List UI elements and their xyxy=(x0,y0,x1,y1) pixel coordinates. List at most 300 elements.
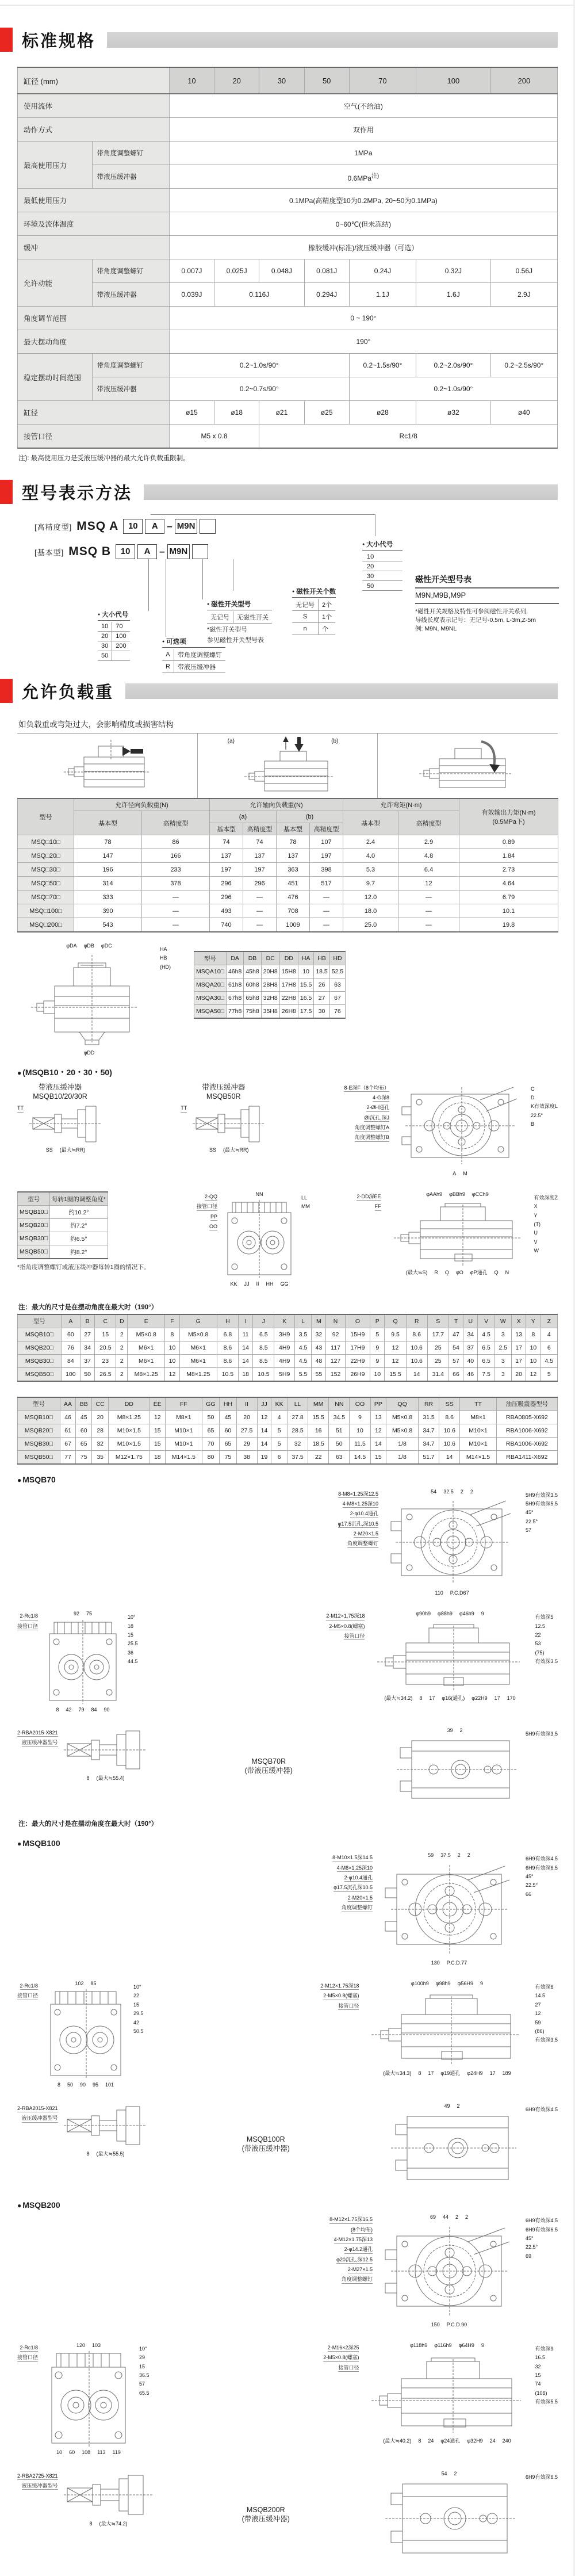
col-header: 型号 xyxy=(18,1314,62,1328)
dim-label: 22 xyxy=(133,1993,140,1999)
spec-table xyxy=(17,67,558,449)
msqb-small-bottom-view xyxy=(197,1191,310,1287)
cell: 67 xyxy=(60,1437,76,1450)
switch-table-title: 磁性开关型号表 xyxy=(415,574,559,588)
cell: 12.0 xyxy=(343,890,398,904)
radial-load-diagram xyxy=(17,733,198,798)
col-header-line: 有效输出力矩(N·m) xyxy=(481,809,536,816)
cell: 100 xyxy=(61,1367,80,1381)
col-header: (a) xyxy=(210,811,277,823)
cell: 60 xyxy=(61,1328,80,1341)
col-header: 基本型 xyxy=(343,811,398,835)
row-label: R xyxy=(162,661,174,673)
col-header: E xyxy=(128,1314,165,1328)
cell: 65h8 xyxy=(244,992,261,1005)
size-item: 20 xyxy=(362,563,402,571)
cell: 带角度调整螺钉 xyxy=(174,649,225,661)
dim-group-top xyxy=(447,1727,462,1733)
cell: 70 xyxy=(112,622,130,632)
cell: 77h8 xyxy=(226,1005,243,1019)
cell: M10×1 xyxy=(166,1424,202,1437)
dim-label: 150 xyxy=(431,2321,440,2327)
section-title: 标准规格 xyxy=(22,32,96,51)
msqb200-title: ● MSQB200 xyxy=(17,2200,558,2210)
cell: 45 xyxy=(76,1411,92,1424)
section-title: 型号表示方法 xyxy=(22,484,133,503)
connector-line xyxy=(202,559,203,599)
dim-label: W xyxy=(534,1248,539,1254)
row-label: MSQ□10□ xyxy=(18,835,74,849)
cell: 60 xyxy=(76,1424,92,1437)
msqb100-row3 xyxy=(17,2103,558,2185)
cell: 166 xyxy=(142,849,210,863)
dim-label: 50 xyxy=(67,2082,73,2088)
cell: 18.0 xyxy=(343,904,398,918)
dim-group-right xyxy=(526,1852,558,1897)
dim-label: II xyxy=(256,1281,259,1287)
section-marker xyxy=(0,480,13,504)
cell: 10 xyxy=(350,1424,370,1437)
table-row xyxy=(292,611,335,623)
dim-label: φP通孔 xyxy=(470,1270,488,1276)
dim-label: φ17.5沉孔深10.5 xyxy=(334,1885,373,1891)
cell: ø40 xyxy=(490,401,557,425)
section-allowable-load xyxy=(17,678,558,2559)
dim-label: 14.5 xyxy=(535,1993,546,1999)
dim-group-bottom xyxy=(431,2322,467,2327)
cell: 38 xyxy=(236,1450,257,1464)
cell: 3 xyxy=(494,1354,511,1367)
dim-label: φ16(通孔) xyxy=(442,1695,465,1701)
cell: Rc1/8 xyxy=(259,425,558,449)
cell: 70 xyxy=(202,1437,220,1450)
dim-table-body xyxy=(194,965,346,1019)
table-row xyxy=(207,611,272,624)
msqb70-title: ● MSQB70 xyxy=(17,1475,558,1484)
table-row xyxy=(18,1341,558,1354)
cell: 127 xyxy=(326,1354,345,1367)
table-row xyxy=(18,1219,108,1232)
bore-col: 200 xyxy=(490,67,557,94)
dim-label: 2-RBA2015-X821 xyxy=(17,2105,58,2112)
dim-label: 2-M12×1.75深18 xyxy=(320,1983,359,1990)
cell: 32H8 xyxy=(261,992,279,1005)
cell: ø15 xyxy=(169,401,214,425)
actuator-side-view xyxy=(413,737,523,794)
msqb200-row3 xyxy=(17,2471,558,2559)
section-marker xyxy=(0,28,13,52)
dim-label: 18 xyxy=(128,1623,134,1629)
col-header: B xyxy=(80,1314,94,1328)
cell: 197 xyxy=(310,849,343,863)
cell: 16 xyxy=(308,1424,329,1437)
cell: 43 xyxy=(312,1341,326,1354)
col-header: I xyxy=(238,1314,252,1328)
dim-label: 24 xyxy=(489,2438,496,2444)
dim-group-right xyxy=(526,1489,558,1534)
cell: — xyxy=(398,890,459,904)
dim-group-right xyxy=(133,1981,144,2034)
msqb200-buffer-figure xyxy=(17,2471,155,2527)
cell: 6 xyxy=(271,1450,288,1464)
dim-table-body xyxy=(18,1206,108,1259)
col-header: 每转1圈的调整角度* xyxy=(49,1192,108,1206)
msqb70-side-view xyxy=(326,1611,558,1701)
cell: 约6.5° xyxy=(49,1232,108,1245)
msqb200-buffer-top-view xyxy=(377,2471,558,2559)
spec-row-fluid xyxy=(18,94,558,118)
dim-label: 液压缓冲器型号 xyxy=(22,2483,58,2490)
col-header: O xyxy=(345,1314,370,1328)
section-model-designation xyxy=(17,479,558,671)
row-sublabel: 带角度调整螺钉 xyxy=(92,142,169,165)
dim-label: 2-M27×1.5 xyxy=(348,2267,373,2273)
bore-col: 100 xyxy=(416,67,491,94)
dim-label: (T) xyxy=(534,1221,540,1228)
cell: 16.5 xyxy=(298,992,313,1005)
cell: M8×1.25 xyxy=(179,1367,217,1381)
angle-per-turn-table xyxy=(17,1191,108,1259)
dim-label: 45° xyxy=(525,1874,534,1880)
dim-label: SS xyxy=(45,1147,53,1153)
dim-label: 130 xyxy=(431,1959,440,1966)
table-row xyxy=(18,1206,108,1219)
size-item: 50 xyxy=(362,582,402,591)
cell: 1.84 xyxy=(459,849,558,863)
dim-label: 2 xyxy=(454,2470,457,2476)
cell: RBA1411-X692 xyxy=(496,1450,557,1464)
spec-row-temp xyxy=(18,212,558,236)
dim-label: 17 xyxy=(489,2070,496,2077)
dash: – xyxy=(167,521,172,532)
cell: 6.5 xyxy=(478,1341,494,1354)
dim-label: 119 xyxy=(112,2449,121,2456)
hydraulic-shock-absorber-view xyxy=(63,2471,155,2519)
dim-label: TT xyxy=(181,1105,187,1112)
actuator-side-view xyxy=(363,2350,530,2436)
dim-label: φ116h9 xyxy=(434,2342,452,2348)
actuator-bottom-view xyxy=(43,1619,123,1705)
col-header: N xyxy=(326,1314,345,1328)
dim-label: φ22H9 xyxy=(471,1695,488,1701)
dim-label: 65.5 xyxy=(139,2390,150,2396)
dim-label: 189 xyxy=(502,2070,511,2077)
cell: 6.5 xyxy=(478,1354,494,1367)
cell: 80 xyxy=(202,1450,220,1464)
msqa-dim-table xyxy=(194,951,346,1019)
actuator-side-view xyxy=(233,736,342,796)
dim-group-bottom xyxy=(46,1147,86,1153)
cell: 76 xyxy=(61,1341,80,1354)
switch-type-line: *磁性开关型号 xyxy=(207,626,248,633)
cell: 61 xyxy=(60,1424,76,1437)
cell: 0.048J xyxy=(259,259,304,283)
cell: ø25 xyxy=(304,401,349,425)
dim-label: 9 xyxy=(481,1611,484,1617)
cell: 137 xyxy=(243,849,277,863)
dim-group-bottom xyxy=(230,1281,288,1287)
col-header: MM xyxy=(308,1397,329,1411)
cell: — xyxy=(243,890,277,904)
dim-label: 8 xyxy=(419,1695,423,1701)
msqb100-row1 xyxy=(17,1852,558,1966)
cell: 32 xyxy=(287,1437,308,1450)
cell: 27.5 xyxy=(236,1424,257,1437)
cell: 22H8 xyxy=(279,992,298,1005)
cell: 8 xyxy=(165,1328,179,1341)
cell: 14 xyxy=(257,1437,271,1450)
cell: 2 xyxy=(116,1328,128,1341)
row-label: MSQ□20□ xyxy=(18,849,74,863)
row-label: MSQB20□ xyxy=(18,1219,50,1232)
cell: 8.5 xyxy=(253,1341,274,1354)
cell: — xyxy=(310,918,343,932)
cell: 50 xyxy=(80,1367,94,1381)
cell: 5 xyxy=(370,1328,385,1341)
dim-group-top xyxy=(74,1611,92,1616)
cell: 35 xyxy=(92,1450,109,1464)
col-header: PP xyxy=(370,1397,386,1411)
model-designation-diagram xyxy=(17,519,558,671)
spec-row-action xyxy=(18,118,558,142)
axial-a-label: (a) xyxy=(227,738,235,744)
dim-label: 有效深5.5 xyxy=(535,2398,558,2405)
cell: 12 xyxy=(398,877,459,890)
dim-label: (最大≒RR) xyxy=(223,1147,249,1153)
dim-label: φ98h9 xyxy=(435,1981,451,1987)
cell: 0.039J xyxy=(169,283,214,307)
msqb200-top-view xyxy=(329,2214,558,2327)
cell: 5.5 xyxy=(294,1367,311,1381)
table-row xyxy=(18,1450,558,1464)
dim-group-right xyxy=(534,1191,558,1253)
dim-label: PP xyxy=(210,1214,217,1221)
cell: ø21 xyxy=(259,401,304,425)
cell: 17.7 xyxy=(427,1328,448,1341)
cell: 37.5 xyxy=(287,1450,308,1464)
cell: 14 xyxy=(370,1437,386,1450)
msqb100-buffer-top-view xyxy=(383,2103,558,2185)
cell: 74 xyxy=(243,835,277,849)
col-header: HD xyxy=(329,951,345,965)
note-ref: 注) xyxy=(371,173,379,179)
dim-label: 110 xyxy=(435,1590,443,1596)
section-title-bar xyxy=(125,683,558,699)
cell: 1.6J xyxy=(416,283,491,307)
dim-label: 8 xyxy=(418,2438,421,2444)
section-title: 允许负载重 xyxy=(22,683,114,702)
col-header: P xyxy=(370,1314,385,1328)
load-table-body xyxy=(18,835,558,932)
dim-label: 240 xyxy=(502,2438,511,2444)
msqb100-top-view xyxy=(332,1852,558,1966)
connector-line xyxy=(151,514,375,515)
cell: 66 xyxy=(448,1367,463,1381)
buffer-figure-small xyxy=(17,1083,103,1153)
dim-label: 17 xyxy=(429,1695,435,1701)
row-label: MSQ□30□ xyxy=(18,863,74,877)
dim-label: 12 xyxy=(535,2011,541,2017)
callout-group xyxy=(181,1103,187,1112)
callout-group xyxy=(17,2342,38,2362)
dim-group-right xyxy=(526,2103,558,2112)
cell: RBA1006-X692 xyxy=(496,1437,557,1450)
cell: 17 xyxy=(511,1354,526,1367)
dim-label: 32 xyxy=(535,2363,541,2369)
dim-label: 25.5 xyxy=(128,1641,138,1647)
dim-label: φ56H9 xyxy=(457,1981,474,1987)
cell: 19 xyxy=(257,1450,271,1464)
table-row xyxy=(292,623,335,635)
dash: – xyxy=(159,546,165,557)
table-row xyxy=(18,1328,558,1341)
dim-label: 22 xyxy=(535,1632,541,1638)
moment-load-diagram xyxy=(378,733,558,798)
dim-label: 8 xyxy=(86,1775,90,1782)
cell: 197 xyxy=(243,863,277,877)
col-header: 高精度型 xyxy=(243,823,277,835)
callout-group xyxy=(17,2471,58,2490)
angle-adjust-block xyxy=(17,1191,150,1278)
dim-label: (106) xyxy=(535,2390,547,2396)
dim-label: 17 xyxy=(494,1695,500,1701)
cell: 0.56J xyxy=(490,259,557,283)
dim-group-top xyxy=(411,1981,483,1986)
dim-table-header xyxy=(194,951,346,965)
cell: 15 xyxy=(370,1450,386,1464)
cell: M6×1 xyxy=(128,1341,165,1354)
dim-label: V xyxy=(534,1239,538,1245)
table-row xyxy=(18,1354,558,1367)
cell: 约7.2° xyxy=(49,1219,108,1232)
cell: 22H9 xyxy=(345,1354,370,1367)
cell: 12 xyxy=(385,1354,406,1367)
dim-label: 2-M5×0.8(螺塞) xyxy=(323,1993,359,2000)
model-type-tag: [基本型] xyxy=(34,548,64,557)
cell: 15 xyxy=(95,1328,116,1341)
cell: 31.5 xyxy=(418,1411,439,1424)
dim-label: 8-M12×1.75深16.5 xyxy=(329,2216,373,2223)
row-label: MSQB20□ xyxy=(18,1341,62,1354)
table-row xyxy=(18,835,558,849)
cell: 20.5 xyxy=(95,1341,116,1354)
cell: M10×1 xyxy=(460,1437,496,1450)
col-header: X xyxy=(511,1314,526,1328)
dim-label: 10° xyxy=(139,2345,147,2352)
dim-label: φDD xyxy=(83,1050,95,1056)
row-label: 缓冲 xyxy=(18,236,170,259)
figure-caption: MSQB100R (带液压缓冲器) xyxy=(241,2135,290,2153)
dim-label: 2-φ14.2通孔 xyxy=(344,2246,373,2253)
section-header xyxy=(0,479,558,505)
cell: 2.9J xyxy=(490,283,557,307)
cell: M10×1.5 xyxy=(109,1437,150,1450)
col-header: H xyxy=(217,1314,238,1328)
dim-label: P.C.D.90 xyxy=(446,2321,467,2327)
cell: 5.3 xyxy=(343,863,398,877)
dim-label: 2-φ10.4通孔 xyxy=(350,1511,378,1518)
dim-label: 液压缓冲器型号 xyxy=(22,1740,58,1746)
dim-label: 22.5° xyxy=(525,1882,538,1889)
col-header: V xyxy=(478,1314,494,1328)
msqb100-side-view xyxy=(320,1981,558,2077)
cell: 34 xyxy=(80,1341,94,1354)
dim-group-bottom xyxy=(57,2082,114,2088)
cell: 橡胶缓冲(标准)/液压缓冲器（可选） xyxy=(169,236,557,259)
dim-label: 有效深3.5 xyxy=(535,1658,558,1665)
callout-group xyxy=(197,1191,217,1230)
dim-label: 57 xyxy=(525,1527,531,1534)
spec-row-port xyxy=(18,425,558,449)
col-header: BB xyxy=(76,1397,92,1411)
table-row xyxy=(18,1424,558,1437)
spec-corner: 缸径 (mm) xyxy=(18,67,170,94)
msqb200-side-view xyxy=(323,2342,558,2444)
dim-label: 170 xyxy=(507,1695,516,1701)
dim-label: 2-M5×0.8(螺塞) xyxy=(323,2355,359,2361)
cell: 1.1J xyxy=(349,283,416,307)
cell: 0.2~1.5s/90° xyxy=(349,354,416,377)
msqb-small-row2 xyxy=(17,1191,558,1287)
row-label: 稳定摆动时间范围 xyxy=(18,354,93,401)
msqb70-row1 xyxy=(17,1489,558,1596)
cell: — xyxy=(142,918,210,932)
actuator-top-view xyxy=(377,2222,521,2320)
cell: 48 xyxy=(312,1354,326,1367)
cell: 25 xyxy=(427,1354,448,1367)
dim-label: 37.5 xyxy=(440,1852,451,1859)
dim-group-bottom xyxy=(87,2151,125,2157)
dim-group-top xyxy=(410,2342,484,2348)
dim-label: 2 xyxy=(460,1488,463,1495)
actuator-side-view xyxy=(386,1199,530,1268)
dim-label: 接管口径 xyxy=(17,1623,38,1630)
row-sublabel: 带角度调整螺钉 xyxy=(92,259,169,283)
dim-label: 74 xyxy=(535,2381,541,2387)
cell: — xyxy=(142,904,210,918)
cell: 197 xyxy=(210,863,243,877)
dim-label: φ32H9 xyxy=(467,2438,483,2444)
dim-label: 接管口径 xyxy=(344,1633,365,1640)
cell: 51.7 xyxy=(418,1450,439,1464)
row-label: 最高使用压力 xyxy=(18,142,93,189)
cell: 10 xyxy=(370,1367,385,1381)
legend-title: ● 磁性开关个数 xyxy=(292,587,336,598)
dim-label: D xyxy=(530,1095,535,1101)
spec-row-energy2 xyxy=(18,283,558,307)
cell: 363 xyxy=(277,863,310,877)
row-label: 缸径 xyxy=(18,401,170,425)
row-label: S xyxy=(292,611,319,623)
axial-b-label: (b) xyxy=(331,738,339,744)
dim-label: φ90h9 xyxy=(416,1611,431,1617)
section-header xyxy=(0,26,558,53)
dim-label: φDB xyxy=(83,943,94,949)
cell: 0.1MPa(高精度型10为0.2MPa, 20~50为0.1MPa) xyxy=(169,189,557,212)
cell: 378 xyxy=(142,877,210,890)
dim-label: 2 xyxy=(459,1727,463,1734)
table-row xyxy=(162,661,225,673)
dim-label: 2 xyxy=(455,2214,458,2220)
table-row xyxy=(18,1232,108,1245)
table-row xyxy=(18,1367,558,1381)
dim-label: 4-G深8 xyxy=(373,1095,389,1102)
col-header: S xyxy=(427,1314,448,1328)
cell: 0.025J xyxy=(214,259,259,283)
cell: 5 xyxy=(271,1437,288,1450)
cell: 75h8 xyxy=(244,1005,261,1019)
cell: 14 xyxy=(238,1341,252,1354)
